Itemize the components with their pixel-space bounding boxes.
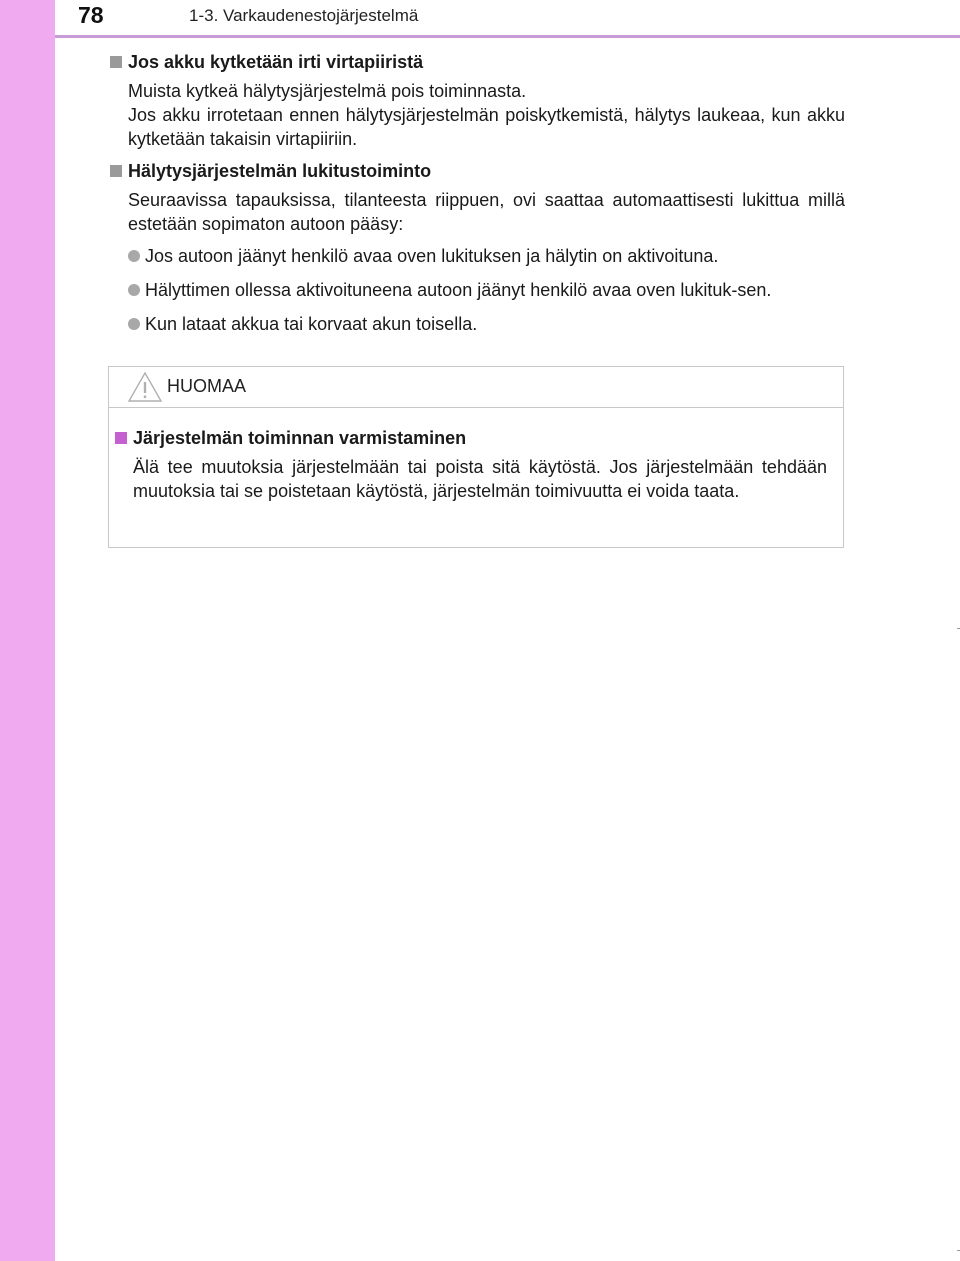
section-title: Jos akku kytketään irti virtapiiristä: [128, 52, 424, 72]
notice-title: Järjestelmän toiminnan varmistaminen: [133, 428, 467, 448]
list-item: [128, 244, 845, 268]
round-bullet-icon: [128, 250, 140, 262]
notice-header: [109, 367, 843, 408]
section-heading: [110, 159, 845, 183]
section-lock-function: [110, 159, 845, 336]
list-item: [128, 278, 845, 302]
sidebar-band: [0, 0, 55, 1261]
list-item: [128, 312, 845, 336]
square-bullet-icon: [110, 56, 122, 68]
body-paragraph: Seuraavissa tapauksissa, tilanteesta riippuen, ovi saattaa automaattisesti lukittua millä estetään sopimaton autoon pääsy:: [128, 190, 845, 234]
body-line: Muista kytkeä hälytysjärjestelmä pois toiminnasta.: [128, 81, 527, 101]
list-item-text: Jos autoon jäänyt henkilö avaa oven lukituksen ja hälytin on aktivoituna.: [145, 246, 719, 266]
notice-text: Älä tee muutoksia järjestelmään tai poista sitä käytöstä. Jos järjestelmään tehdään muutoksia tai se poistetaan käytöstä, järjestelmän toimivuutta ei voida taata.: [133, 457, 827, 501]
notice-text-block: [133, 455, 827, 503]
chapter-title: 1-3. Varkaudenestojärjestelmä: [189, 6, 419, 25]
list-item-text: Kun lataat akkua tai korvaat akun toisella.: [145, 314, 478, 334]
section-battery-disconnect: [110, 50, 845, 151]
bullet-list: [128, 244, 845, 336]
warning-triangle-icon: [127, 371, 163, 403]
list-item-text: Hälyttimen ollessa aktivoituneena autoon jäänyt henkilö avaa oven lukituk-sen.: [145, 280, 772, 300]
round-bullet-icon: [128, 284, 140, 296]
notice-heading: [115, 426, 827, 450]
square-bullet-icon: [110, 165, 122, 177]
notice-box: [108, 366, 844, 548]
notice-label: HUOMAA: [167, 376, 247, 396]
header-rule: [55, 35, 960, 38]
section-body: [128, 79, 845, 151]
round-bullet-icon: [128, 318, 140, 330]
section-title: Hälytysjärjestelmän lukitustoiminto: [128, 161, 432, 181]
body-line: Jos akku irrotetaan ennen hälytysjärjestelmän poiskytkemistä, hälytys laukeaa, kun akku kytketään takaisin virtapiiriin.: [128, 105, 845, 149]
section-heading: [110, 50, 845, 74]
square-bullet-icon: [115, 432, 127, 444]
section-body: [128, 188, 845, 236]
notice-body: [109, 408, 843, 503]
main-content: [110, 50, 845, 346]
page-number: 78: [78, 2, 104, 28]
